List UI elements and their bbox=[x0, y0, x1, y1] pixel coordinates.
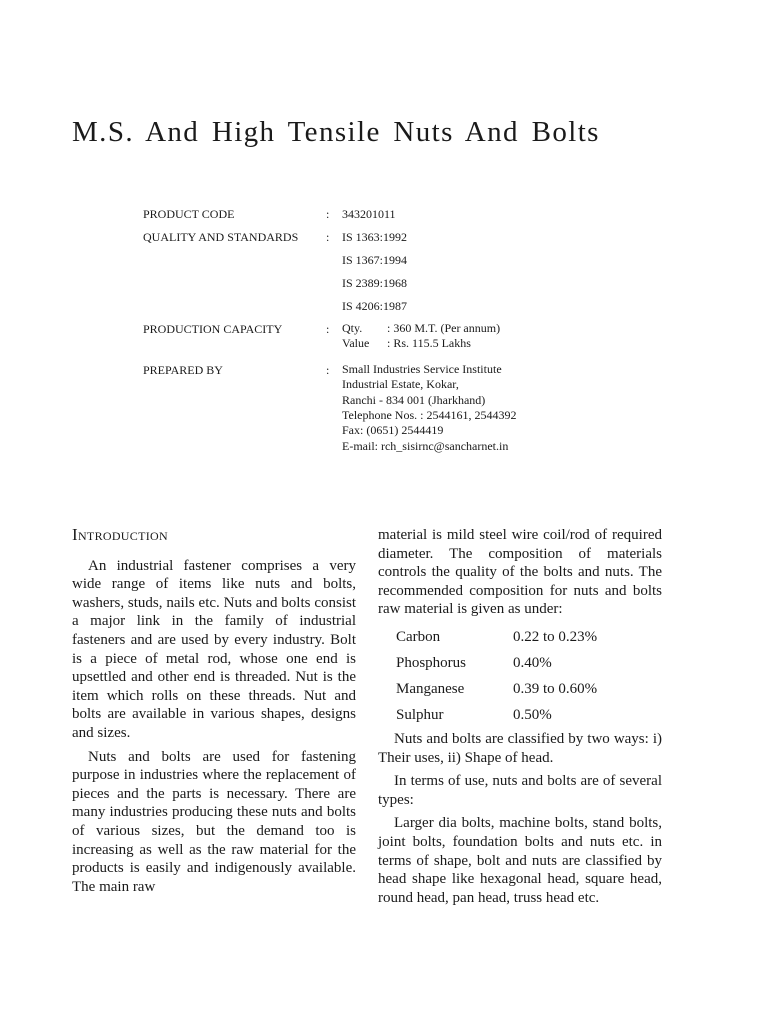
prepared-by-line: Telephone Nos. : 2544161, 2544392 bbox=[342, 407, 517, 422]
prepared-by-email: E-mail: rch_sisirnc@sancharnet.in bbox=[342, 438, 509, 453]
right-column bbox=[378, 526, 662, 912]
production-capacity-row bbox=[143, 321, 703, 352]
use-types-paragraph: In terms of use, nuts and bolts are of several types: bbox=[378, 773, 662, 808]
prepared-by-line: Industrial Estate, Kokar, bbox=[342, 377, 459, 392]
element-name: Carbon bbox=[396, 628, 441, 645]
intro-paragraph: Nuts and bolts are used for fastening purpose in industries where the replacement of pieces and the parts is necessary. There are many industries producing these nuts and bolts of various sizes, but the demand too is increasing as well as the raw material for the products is easily and indigenously available. The main raw bbox=[72, 748, 356, 895]
quality-standards-row bbox=[143, 229, 703, 315]
classification-paragraph: Nuts and bolts are classified by two ways: i) Their uses, ii) Shape of head. bbox=[378, 730, 662, 766]
capacity-value bbox=[342, 336, 703, 351]
colon-separator: : bbox=[326, 207, 330, 221]
product-code-value: 343201011 bbox=[342, 207, 396, 221]
prepared-by-label: PREPARED BY bbox=[143, 362, 223, 377]
colon-separator: : bbox=[326, 362, 330, 377]
prepared-by-line: Ranchi - 834 001 (Jharkhand) bbox=[342, 392, 486, 407]
heading-initial: I bbox=[72, 525, 78, 544]
standard-value: IS 1367:1994 bbox=[342, 253, 408, 267]
capacity-value-value: : Rs. 115.5 Lakhs bbox=[387, 336, 471, 351]
prepared-by-line: Fax: (0651) 2544419 bbox=[342, 423, 444, 438]
product-code-row bbox=[143, 206, 703, 223]
table-row bbox=[396, 624, 597, 650]
element-name: Manganese bbox=[396, 680, 465, 697]
capacity-qty bbox=[342, 321, 703, 336]
quality-standards-label: QUALITY AND STANDARDS bbox=[143, 230, 299, 244]
intro-paragraph: An industrial fastener comprises a very wide range of items like nuts and bolts, washers, studs, nails etc. Nuts and bolts consist a major link in the family of industrial fasteners and are used by every industry. Bolt is a piece of metal rod, whose one end is upsettled and other end is threaded. Nut is the item which rolls on these threads. Nut and bolts are available in various shapes, designs and sizes. bbox=[72, 557, 356, 741]
table-row bbox=[396, 650, 597, 676]
prepared-by-row bbox=[143, 362, 703, 454]
product-metadata bbox=[143, 206, 703, 460]
bolt-types-paragraph: Larger dia bolts, machine bolts, stand bolts, joint bolts, foundation bolts and nuts etc. in terms of shape, bolt and nuts are classified by head shape like hexagonal head, square head, round head, pan head, truss head etc. bbox=[378, 815, 662, 906]
heading-rest: ntroduction bbox=[77, 525, 168, 544]
page-title: M.S. And High Tensile Nuts And Bolts bbox=[72, 116, 600, 148]
introduction-heading bbox=[72, 526, 356, 545]
capacity-qty-value: : 360 M.T. (Per annum) bbox=[387, 321, 501, 335]
element-value: 0.50% bbox=[513, 706, 552, 723]
left-column bbox=[72, 526, 356, 901]
colon-separator: : bbox=[326, 230, 330, 244]
element-value: 0.40% bbox=[513, 654, 552, 671]
table-row bbox=[396, 702, 597, 728]
element-value: 0.22 to 0.23% bbox=[513, 628, 598, 645]
standard-value: IS 4206:1987 bbox=[342, 299, 408, 313]
standard-value: IS 2389:1968 bbox=[342, 276, 408, 290]
element-name: Sulphur bbox=[396, 706, 444, 723]
capacity-qty-key: Qty. bbox=[342, 321, 363, 335]
production-capacity-label: PRODUCTION CAPACITY bbox=[143, 322, 283, 336]
prepared-by-line: Small Industries Service Institute bbox=[342, 361, 502, 376]
capacity-value-key: Value bbox=[342, 336, 370, 351]
standard-value: IS 1363:1992 bbox=[342, 230, 408, 244]
raw-material-paragraph: material is mild steel wire coil/rod of required diameter. The composition of materials controls the quality of the bolts and nuts. The recommended composition for nuts and bolts raw material is given as under: bbox=[378, 527, 662, 618]
colon-separator: : bbox=[326, 322, 330, 336]
element-value: 0.39 to 0.60% bbox=[513, 680, 598, 697]
product-code-label: PRODUCT CODE bbox=[143, 207, 235, 221]
element-name: Phosphorus bbox=[396, 654, 467, 671]
table-row bbox=[396, 676, 597, 702]
composition-table bbox=[396, 624, 597, 728]
